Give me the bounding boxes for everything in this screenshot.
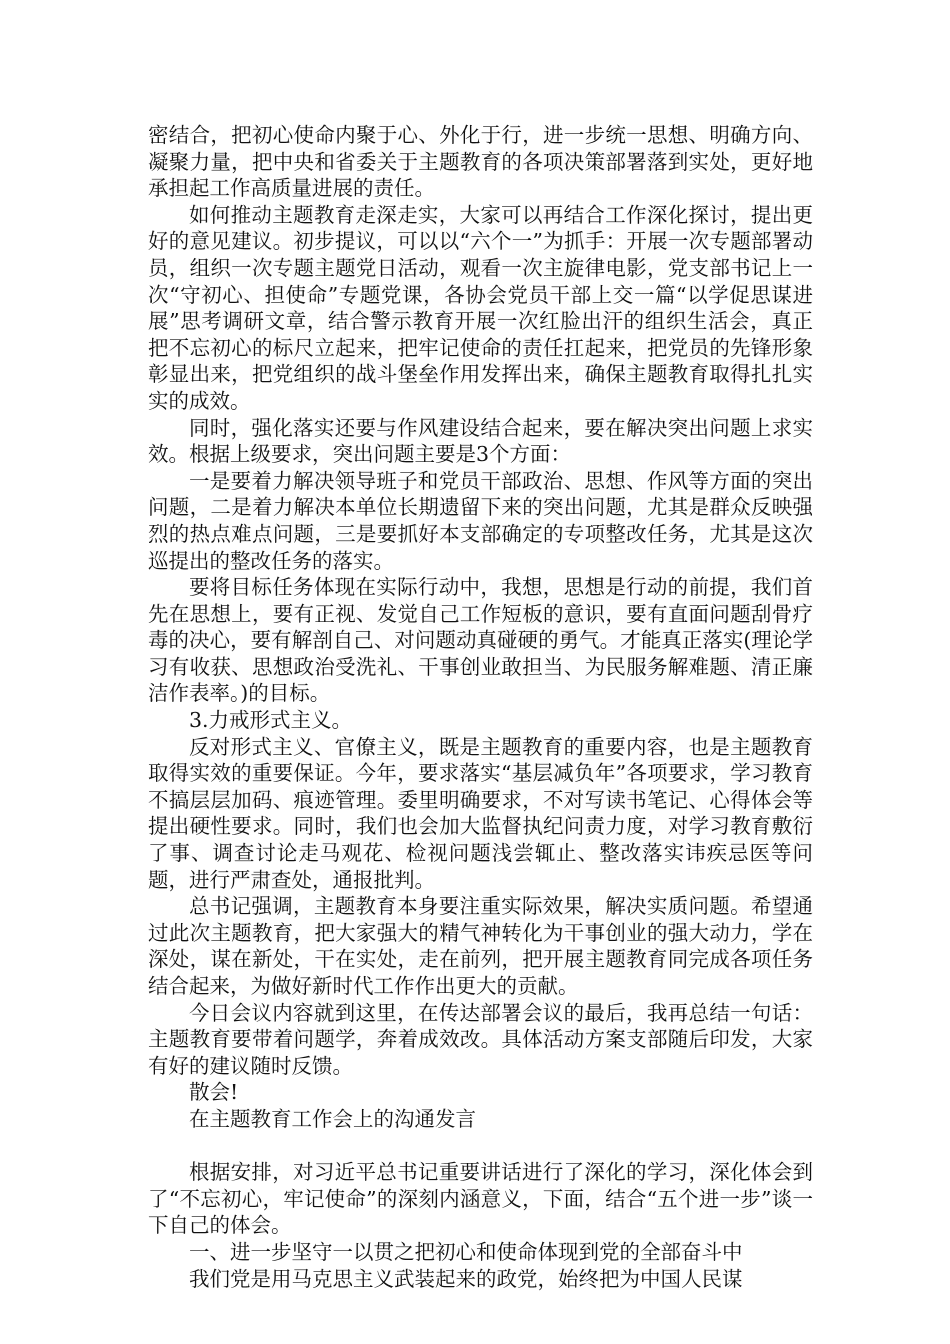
document-title: 在主题教育工作会上的沟通发言 <box>189 1106 476 1131</box>
paragraph: 总书记强调，主题教育本身要注重实际效果，解决实质问题。希望通过此次主题教育，把大家强大的精气神转化为干事创业的强大动力，学在深处，谋在新处，干在实处，走在前列，把开展主题教育同完成各项任务结合起来，为做好新时代工作作出更大的贡献。 <box>148 894 813 998</box>
paragraph: 散会! <box>189 1080 239 1105</box>
paragraph: 如何推动主题教育走深走实，大家可以再结合工作深化探讨，提出更好的意见建议。初步提议，可以以“六个一”为抓手：开展一次专题部署动员，组织一次专题主题党日活动，观看一次主旋律电影，党支部书记上一次“守初心、担使命”专题党课，各协会党员干部上交一篇“以学促思谋进展”思考调研文章，结合警示教育开展一次红脸出汗的组织生活会，真正把不忘初心的标尺立起来，把牢记使命的责任扛起来，把党员的先锋形象彰显出来，把党组织的战斗堡垒作用发挥出来，确保主题教育取得扎扎实实的成效。 <box>148 202 813 413</box>
paragraph: 反对形式主义、官僚主义，既是主题教育的重要内容，也是主题教育取得实效的重要保证。今年，要求落实“基层减负年”各项要求，学习教育不搞层层加码、痕迹管理。委里明确要求，不对写读书笔记、心得体会等提出硬性要求。同时，我们也会加大监督执纪问责力度，对学习教育敷衍了事、调查讨论走马观花、检视问题浅尝辄止、整改落实讳疾忌医等问题，进行严肃查处，通报批判。 <box>148 734 813 892</box>
section-heading: 一、进一步坚守一以贯之把初心和使命体现到党的全部奋斗中 <box>189 1239 743 1264</box>
paragraph: 我们党是用马克思主义武装起来的政党，始终把为中国人民谋 <box>189 1266 743 1291</box>
paragraph: 今日会议内容就到这里，在传达部署会议的最后，我再总结一句话：主题教育要带着问题学，奔着成效改。具体活动方案支部随后印发，大家有好的建议随时反馈。 <box>148 1000 813 1078</box>
paragraph: 同时，强化落实还要与作风建设结合起来，要在解决突出问题上求实效。根据上级要求，突出问题主要是3个方面： <box>148 415 813 467</box>
paragraph: 一是要着力解决领导班子和党员干部政治、思想、作风等方面的突出问题，二是着力解决本单位长期遗留下来的突出问题，尤其是群众反映强烈的热点难点问题，三是要抓好本支部确定的专项整改任务，尤其是这次巡提出的整改任务的落实。 <box>148 468 813 573</box>
blank-line <box>148 1133 813 1160</box>
paragraph: 要将目标任务体现在实际行动中，我想，思想是行动的前提，我们首先在思想上，要有正视、发觉自己工作短板的意识，要有直面问题刮骨疗毒的决心，要有解剖自己、对问题动真碰硬的勇气。才能真正落实(理论学习有收获、思想政治受洗礼、干事创业敢担当、为民服务解难题、清正廉洁作表率。)的目标。 <box>148 575 813 706</box>
paragraph: 根据安排，对习近平总书记重要讲话进行了深化的学习，深化体会到了“不忘初心，牢记使命”的深刻内涵意义，下面，结合“五个进一步”谈一下自己的体会。 <box>148 1160 813 1238</box>
paragraph: 密结合，把初心使命内聚于心、外化于行，进一步统一思想、明确方向、凝聚力量，把中央和省委关于主题教育的各项决策部署落到实处，更好地承担起工作高质量进展的责任。 <box>148 123 813 201</box>
section-heading: 3.力戒形式主义。 <box>189 708 353 733</box>
document-body <box>148 122 813 1292</box>
